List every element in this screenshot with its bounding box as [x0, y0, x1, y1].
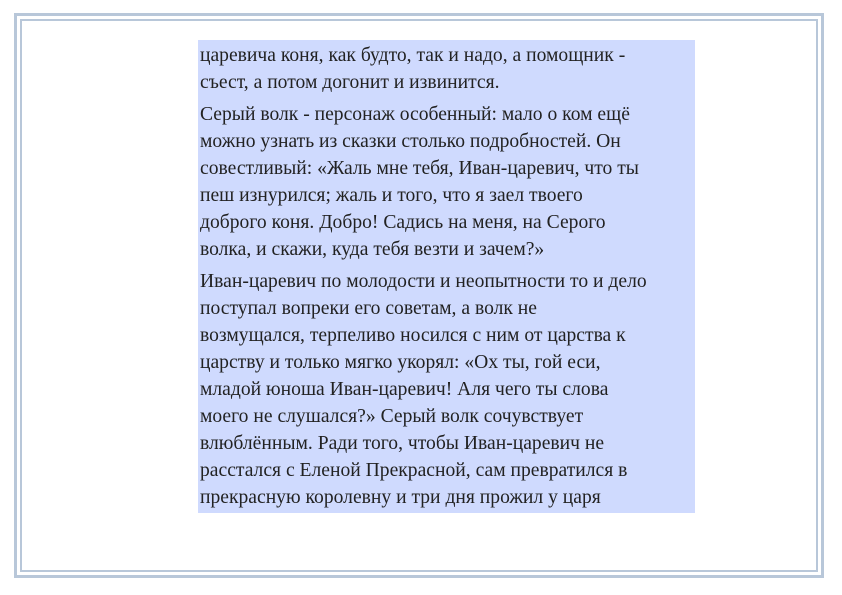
paragraph-3: Иван-царевич по молодости и неопытности то и дело поступал вопреки его советам, а волк не возмущался, терпеливо носился с ним от царства к царству и только мягко укорял: «Ох ты, гой еси, младой юноша Иван-царевич! Аля чего ты слова моего не слушался?» Серый волк сочувствует влюблённым. Ради того, чтобы Иван-царевич не расстался с Еленой Прекрасной, сам превратился в прекрасную королевну и три дня прожил у царя [200, 271, 647, 508]
paragraph-1: царевича коня, как будто, так и надо, а помощник - съест, а потом догонит и извинится. [200, 45, 626, 93]
paragraph-2: Серый волк - персонаж особенный: мало о ком ещё можно узнать из сказки столько подробностей. Он совестливый: «Жаль мне тебя, Иван-царевич, что ты пеш изнурился; жаль и того, что я заел твоего доброго коня. Добро! Садись на меня, на Серого волка, и скажи, куда тебя везти и зачем?» [200, 104, 639, 260]
text-block [198, 40, 695, 513]
